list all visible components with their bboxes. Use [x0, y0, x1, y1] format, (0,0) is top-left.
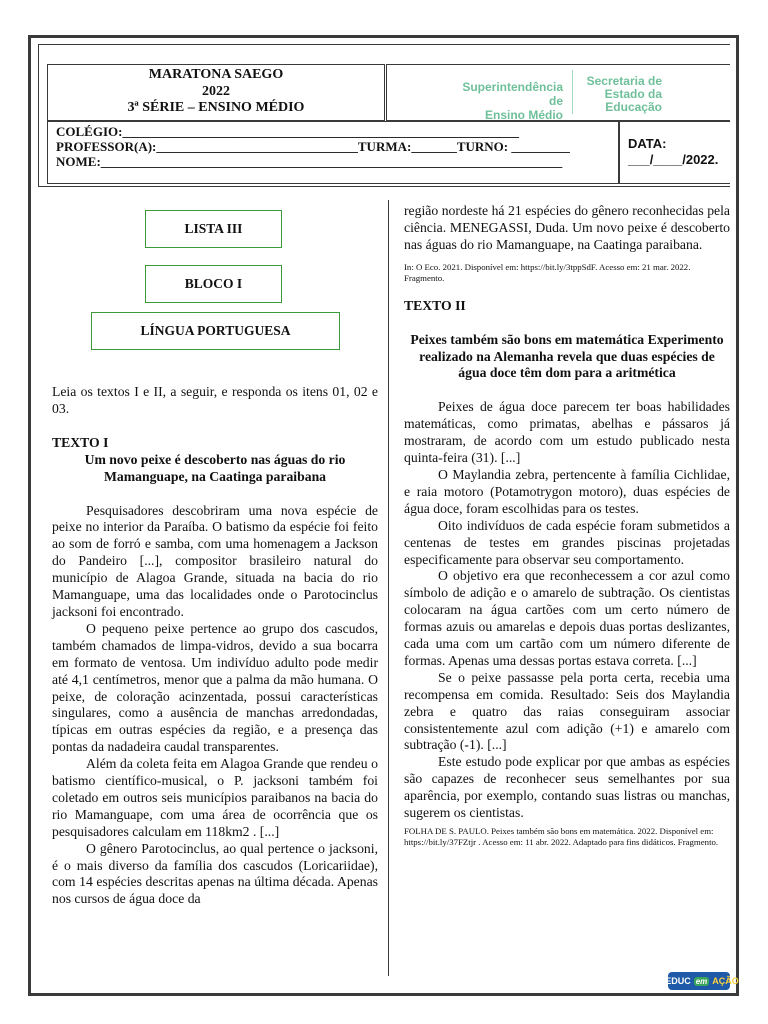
texto2-paragraph: O Maylandia zebra, pertencente à família Cichlidae, e raia motoro (Potamotrygon motoro), duas espécies de água doce, foram escolhidas para os testes.	[404, 466, 730, 516]
secretaria-logo	[582, 75, 662, 114]
texto1-source: In: O Eco. 2021. Disponível em: https://bit.ly/3tppSdF. Acesso em: 21 mar. 2022. Fragmento.	[404, 261, 691, 283]
seduc-em-acao-logo	[659, 972, 739, 990]
intro-text: Leia os textos I e II, a seguir, e responda os itens 01, 02 e 03.	[52, 384, 378, 416]
left-column	[52, 384, 378, 908]
texto1-continuation: região nordeste há 21 espécies do gênero reconhecidas pela ciência. MENEGASSI, Duda. Um novo peixe é descoberto nas águas do rio Mamanguape, na Caatinga paraibana.	[404, 203, 730, 252]
student-info-block	[47, 121, 619, 184]
texto1-paragraph: Pesquisadores descobriram uma nova espécie de peixe no interior da Paraíba. O batismo da espécie foi feito ao som de forró e samba, com uma homenagem a Jackson do Pandeiro [...], compositor brasileiro natural do município de Alagoa Grande, situada na bacia do rio Mamanguape, uma das localidades onde o Parotocinclus jacksoni foi encontrado.	[52, 502, 378, 619]
logo-sec-line1: Secretaria de	[586, 74, 662, 88]
seduc-logo-text: SEDUC	[659, 976, 691, 986]
header-title: MARATONA SAEGO	[148, 67, 284, 82]
nome-field[interactable]: NOME:_______________________________________________________________________	[56, 154, 563, 169]
texto2-paragraph: Peixes de água doce parecem ter boas habilidades matemáticas, como primatas, abelhas e pássaros já mostraram, de acordo com um estudo publicado nesta quinta-feira (31). [...]	[404, 399, 730, 466]
texto2-label: TEXTO II	[404, 297, 466, 313]
texto2-paragraph: Este estudo pode explicar por que ambas as espécies são capazes de reconhecer seus semelhantes por sua aparência, por exemplo, contando suas listras ou manchas, sugerem os cientistas.	[404, 754, 730, 821]
texto2-paragraph: Oito indivíduos de cada espécie foram submetidos a centenas de testes em grandes piscinas projetadas especificamente para observar seu comportamento.	[404, 517, 730, 567]
texto2-title: Peixes também são bons em matemática Experimento realizado na Alemanha revela que duas espécies de água doce têm dom para a aritmética	[410, 331, 724, 381]
right-column	[404, 203, 730, 848]
texto1-label: TEXTO I	[52, 434, 109, 450]
logo-sup-line2: Ensino Médio	[485, 108, 563, 122]
seduc-logo-acao: AÇÃO	[712, 976, 739, 986]
seduc-logo-em: em	[695, 976, 708, 986]
header-grade: 3ª SÉRIE – ENSINO MÉDIO	[127, 100, 305, 115]
texto1-paragraph: O gênero Parotocinclus, ao qual pertence o jacksoni, é o mais diverso da família dos cascudos (Loricariidae), com 14 espécies descritas apenas na última década. Apenas nos cursos de água doce da	[52, 840, 378, 907]
professor-field[interactable]: PROFESSOR(A):_______________________________TURMA:_______TURNO: _________	[56, 139, 570, 154]
date-field[interactable]: ___/____/2022.	[628, 152, 719, 167]
date-label: DATA:	[628, 136, 667, 151]
bloco-box: BLOCO I	[145, 265, 282, 303]
lista-box: LISTA III	[145, 210, 282, 248]
texto2-paragraph: Se o peixe passasse pela porta certa, recebia uma recompensa em comida. Resultado: Seis dos Maylandia zebra e quatro das raias conseguiram associar consistentemente azul com adição (+1) e amarelo com subtração (-1). [...]	[404, 669, 730, 753]
texto1-title: Um novo peixe é descoberto nas águas do rio Mamanguape, na Caatinga paraibana	[84, 451, 346, 484]
logo-sec-line3: Educação	[605, 100, 662, 114]
texto1-paragraph: Além da coleta feita em Alagoa Grande que rendeu o batismo científico-musical, o P. jacksoni também foi coletado em outros seis municípios paraibanos na bacia do rio Mamanguape, com uma área de ocorrência que os pesquisadores calculam em 118km2 . [...]	[52, 756, 378, 839]
logo-sec-line2: Estado da	[604, 87, 662, 101]
disciplina-box: LÍNGUA PORTUGUESA	[91, 312, 340, 350]
column-divider	[388, 200, 389, 976]
logo-separator	[572, 70, 573, 114]
texto2-paragraph: O objetivo era que reconhecessem a cor azul como símbolo de adição e o amarelo de subtração. Os cientistas colocaram na água cartões com um certo número de formas azuis ou amarelas e depois duas portas deslizantes, cada uma com um cartão com um número diferente de formas. Apenas uma dessas portas estava correta. [...]	[404, 568, 730, 668]
header-year: 2022	[202, 83, 230, 99]
texto1-paragraph: O pequeno peixe pertence ao grupo dos cascudos, também chamados de limpa-vidros, devido a sua bocarra em formato de ventosa. Um indivíduo adulto pode medir até 4,1 centímetros, menor que a palma da mão humana. O peixe, de coloração acinzentada, possui características singulares, como a ausência de manchas arredondadas, típicas em outras espécies da região, e a presença das pontas da nadadeira caudal transparentes.	[52, 620, 378, 755]
superintendencia-logo	[451, 80, 563, 122]
header-title-block	[47, 64, 385, 121]
texto2-source: FOLHA DE S. PAULO. Peixes também são bons em matemática. 2022. Disponível em: https://bit.ly/37FZtjr . Acesso em: 11 abr. 2022. Adaptado para fins didáticos. Fragmento.	[404, 826, 719, 847]
colegio-field[interactable]: COLÉGIO:_____________________________________________________________	[56, 124, 519, 139]
logo-sup-line1: Superintendência de	[462, 80, 563, 108]
date-block	[619, 121, 730, 184]
